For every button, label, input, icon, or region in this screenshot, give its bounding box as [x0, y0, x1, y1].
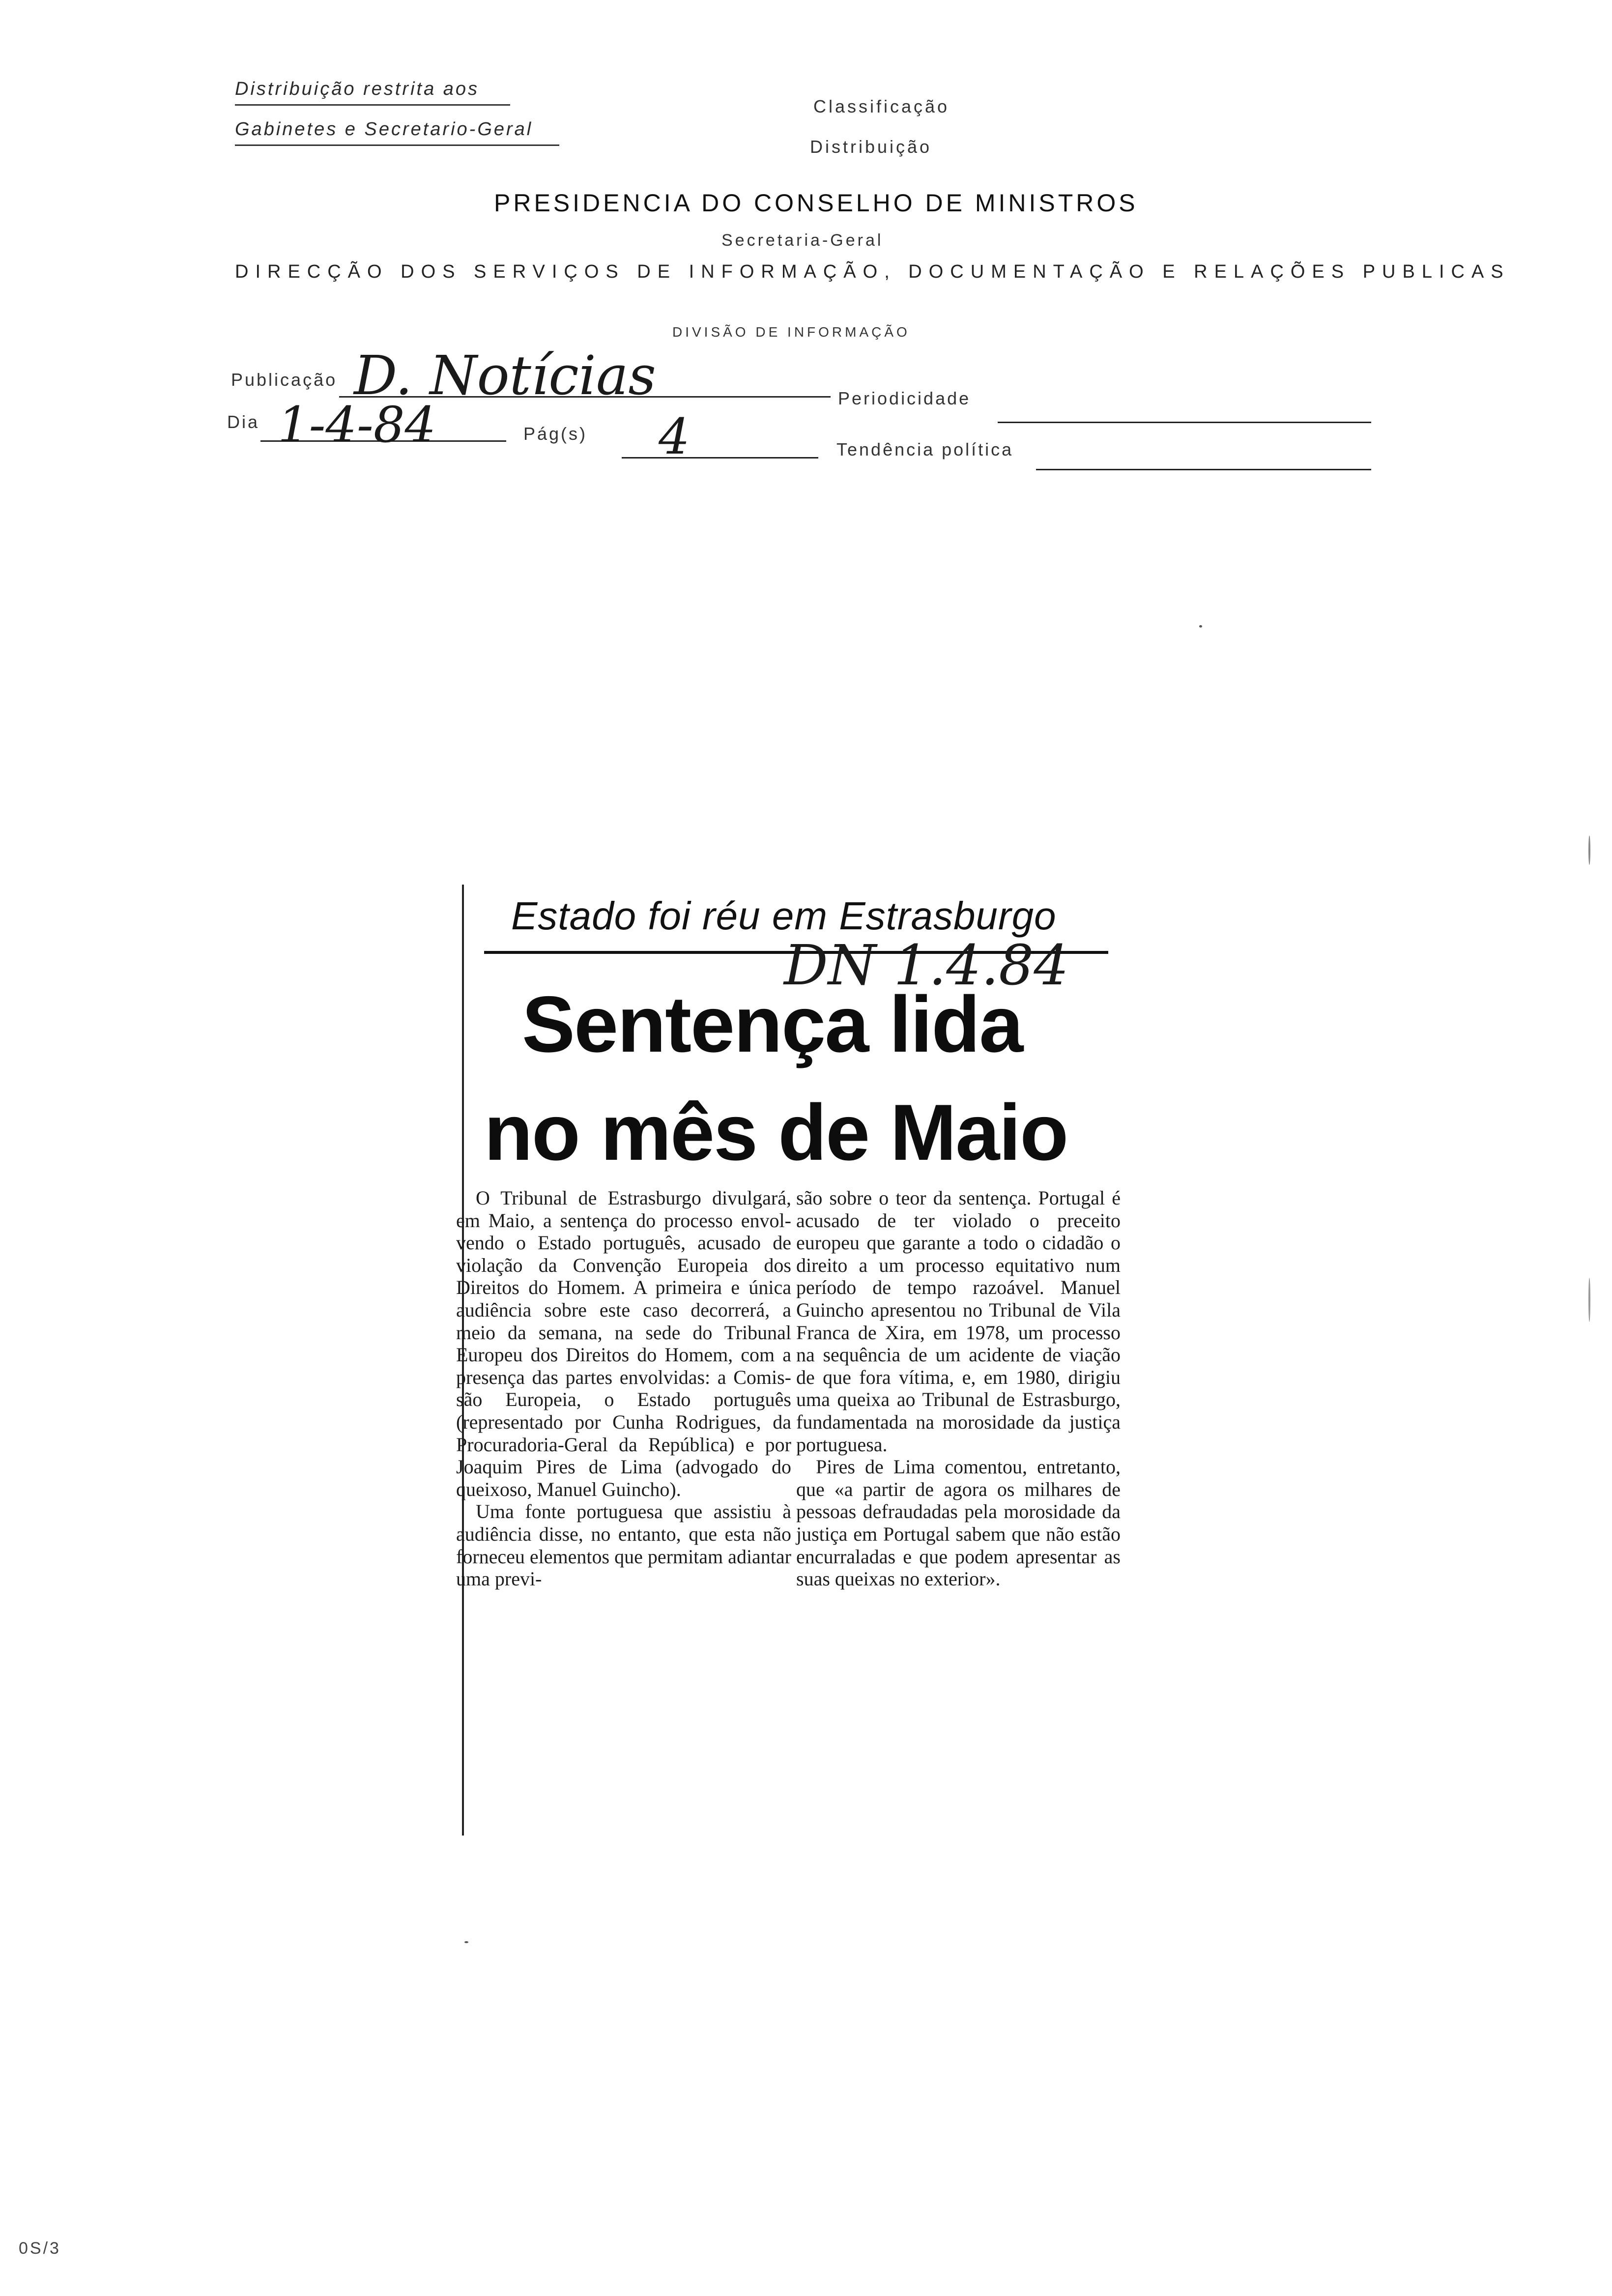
- distribution-label: Distribuição: [810, 137, 932, 157]
- article-paragraph: O Tribunal de Estrasburgo divulgará, em Maio, a sentença do processo envolvendo o Estado português, acusado de violação da Convenção Europeia dos Direitos do Homem. A primeira e única audiência sobre este caso decorrerá, a meio da semana, na sede do Tribunal Europeu dos Direitos do Homem, com a presença das partes envolvidas: a Comissão Europeia, o Estado português (representado por Cunha Rodrigues, da Procuradoria-Geral da República) e por Joaquim Pires de Lima (advogado do queixoso, Manuel Guincho).: [456, 1187, 791, 1500]
- political-tendency-line: [1036, 469, 1371, 470]
- page-label: Pág(s): [523, 424, 588, 444]
- scan-speck: [1588, 835, 1590, 865]
- day-label: Dia: [227, 412, 260, 432]
- periodicity-line: [998, 422, 1371, 423]
- headline-line-1: Sentença lida: [522, 980, 1023, 1069]
- scan-speck: [1199, 625, 1202, 628]
- headline-line-2: no mês de Maio: [484, 1088, 1068, 1177]
- article-paragraph: Uma fonte portuguesa que assistiu à audiência disse, no entanto, que esta não forneceu elementos que permitam adiantar uma previ-: [456, 1500, 791, 1590]
- article-paragraph: são sobre o teor da sentença. Portugal é acusado de ter violado o preceito europeu que garante a todo o cidadão o direito a um processo equitativo num período de tempo razoável. Manuel Guincho apresentou no Tribunal de Vila Franca de Xira, em 1978, um processo na sequência de um acidente de viação de que fora vítima, e, em 1980, dirigiu uma queixa ao Tribunal de Estrasburgo, fundamentada na morosidade da justiça portuguesa.: [796, 1187, 1121, 1456]
- article-column-2: [796, 1187, 1121, 1590]
- publication-handwritten: D. Notícias: [354, 344, 656, 407]
- clipping-handwritten-date: DN 1.4.84: [784, 934, 1069, 998]
- directorate-title: DIRECÇÃO DOS SERVIÇOS DE INFORMAÇÃO, DOCUMENTAÇÃO E RELAÇÕES PUBLICAS: [235, 261, 1510, 282]
- article-paragraph: Pires de Lima comentou, entretanto, que «a partir de agora os milhares de pessoas defraudadas pela morosidade da justiça em Portugal sabem que não estão encurraladas e que podem apresentar as suas queixas no exterior».: [796, 1456, 1121, 1590]
- day-handwritten: 1-4-84: [278, 396, 436, 454]
- political-tendency-label: Tendência política: [836, 439, 1014, 459]
- page-handwritten: 4: [659, 408, 690, 465]
- secretariat-label: Secretaria-Geral: [721, 231, 884, 250]
- publication-label: Publicação: [231, 370, 338, 390]
- restriction-underline-2: [235, 144, 559, 146]
- article-column-1: [456, 1187, 791, 1590]
- restriction-underline-1: [235, 104, 510, 106]
- classification-label: Classificação: [813, 96, 950, 116]
- scan-speck: [1588, 1278, 1590, 1322]
- division-label: DIVISÃO DE INFORMAÇÃO: [672, 324, 910, 340]
- page-line: [622, 457, 818, 459]
- scan-speck: [464, 1941, 468, 1943]
- document-code: 0S/3: [19, 2239, 61, 2258]
- restriction-note-line1: Distribuição restrita aos: [235, 79, 480, 99]
- periodicity-label: Periodicidade: [838, 388, 971, 408]
- restriction-note-line2: Gabinetes e Secretario-Geral: [235, 119, 533, 140]
- organization-title: PRESIDENCIA DO CONSELHO DE MINISTROS: [494, 189, 1138, 217]
- clipping-kicker: Estado foi réu em Estrasburgo: [511, 894, 1057, 938]
